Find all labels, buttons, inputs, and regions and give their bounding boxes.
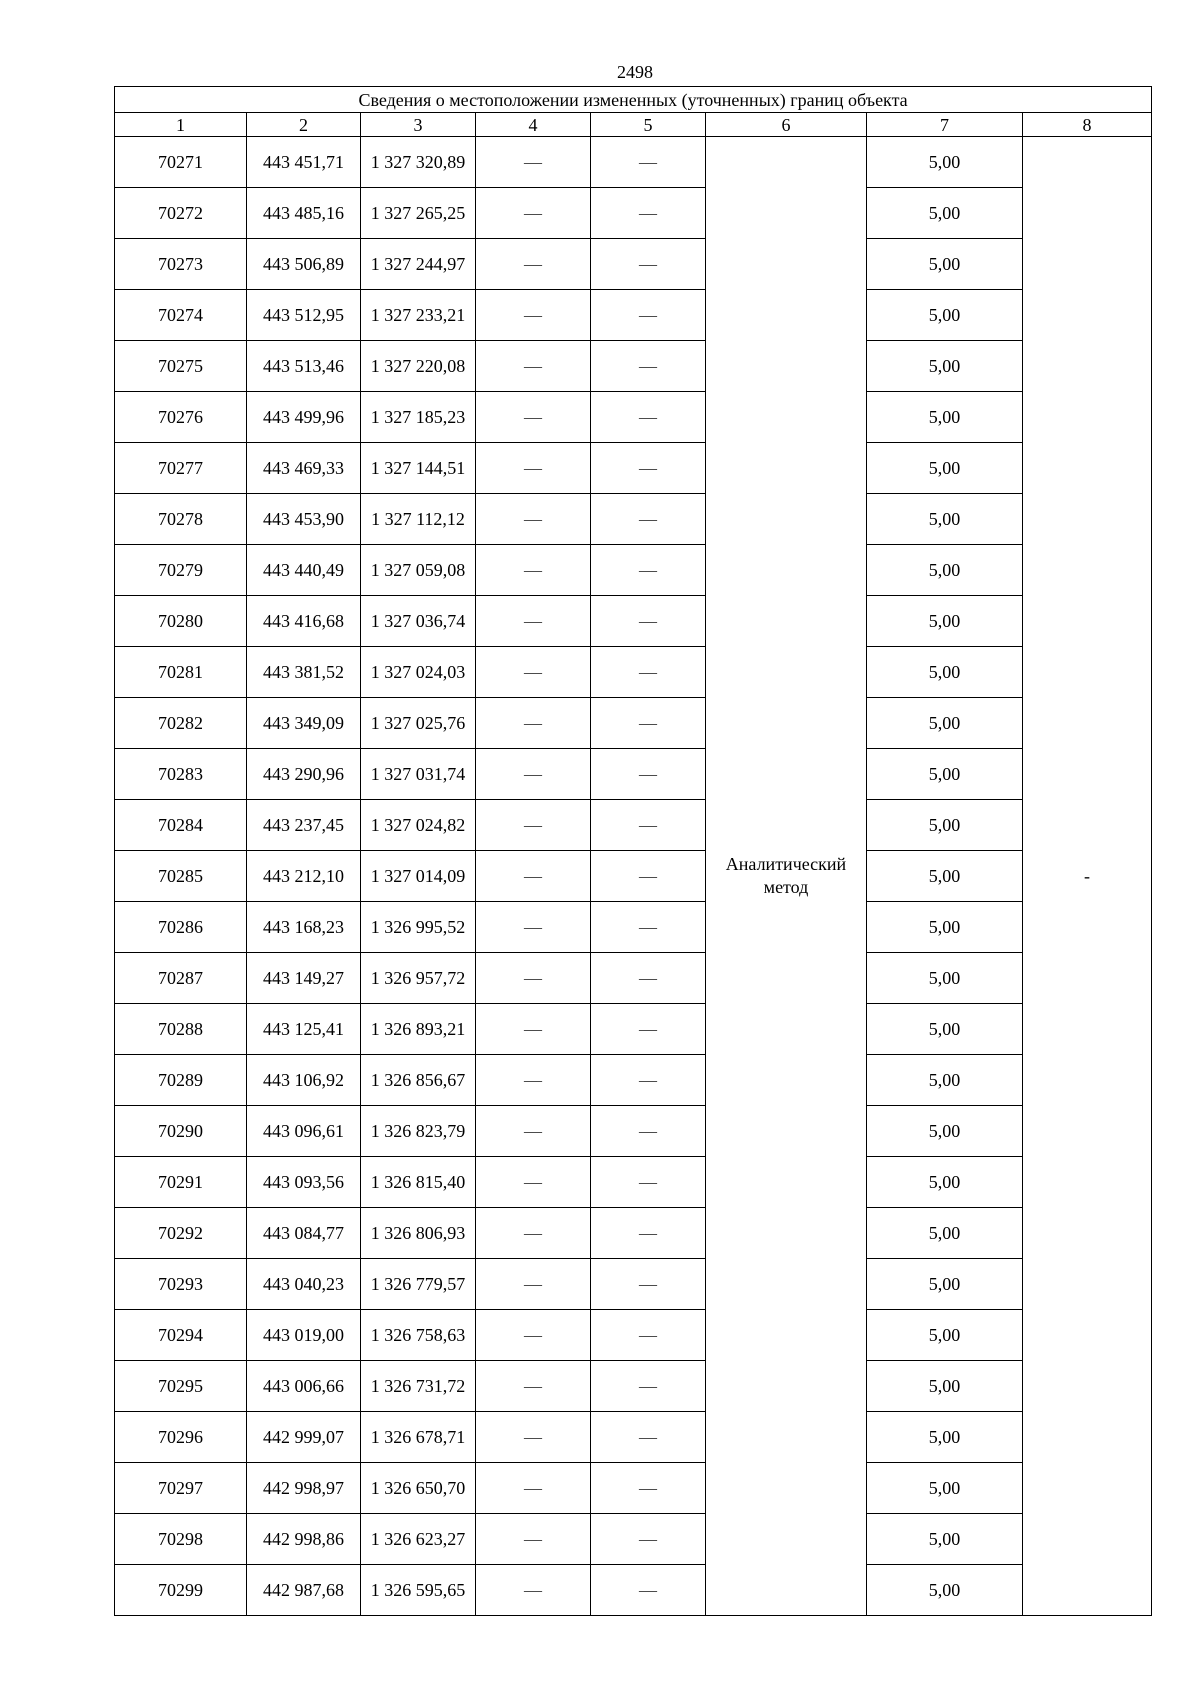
column-5-cell: — [591, 239, 706, 290]
x-coordinate-cell: 443 469,33 [247, 443, 361, 494]
column-4-cell: — [476, 1565, 591, 1616]
x-coordinate-cell: 443 096,61 [247, 1106, 361, 1157]
y-coordinate-cell: 1 326 893,21 [361, 1004, 476, 1055]
table-row [115, 1055, 1152, 1106]
column-number: 6 [706, 113, 867, 137]
table-row [115, 239, 1152, 290]
accuracy-cell: 5,00 [867, 1106, 1023, 1157]
column-5-cell: — [591, 545, 706, 596]
point-number-cell: 70271 [115, 137, 247, 188]
x-coordinate-cell: 443 506,89 [247, 239, 361, 290]
y-coordinate-cell: 1 327 059,08 [361, 545, 476, 596]
accuracy-cell: 5,00 [867, 494, 1023, 545]
y-coordinate-cell: 1 326 856,67 [361, 1055, 476, 1106]
x-coordinate-cell: 443 106,92 [247, 1055, 361, 1106]
method-cell [706, 137, 867, 1616]
y-coordinate-cell: 1 326 957,72 [361, 953, 476, 1004]
point-number-cell: 70295 [115, 1361, 247, 1412]
column-5-cell: — [591, 1514, 706, 1565]
x-coordinate-cell: 443 006,66 [247, 1361, 361, 1412]
point-number-cell: 70289 [115, 1055, 247, 1106]
accuracy-cell: 5,00 [867, 647, 1023, 698]
table-row [115, 494, 1152, 545]
y-coordinate-cell: 1 326 815,40 [361, 1157, 476, 1208]
column-number: 7 [867, 113, 1023, 137]
column-4-cell: — [476, 851, 591, 902]
y-coordinate-cell: 1 327 024,82 [361, 800, 476, 851]
column-number-row [115, 113, 1152, 137]
column-number: 5 [591, 113, 706, 137]
accuracy-cell: 5,00 [867, 341, 1023, 392]
column-4-cell: — [476, 698, 591, 749]
point-number-cell: 70298 [115, 1514, 247, 1565]
table-row [115, 1514, 1152, 1565]
table-row [115, 137, 1152, 188]
column-5-cell: — [591, 1004, 706, 1055]
y-coordinate-cell: 1 327 112,12 [361, 494, 476, 545]
column-8-cell: - [1023, 137, 1152, 1616]
y-coordinate-cell: 1 327 036,74 [361, 596, 476, 647]
x-coordinate-cell: 442 999,07 [247, 1412, 361, 1463]
page-number: 2498 [617, 62, 653, 82]
x-coordinate-cell: 442 987,68 [247, 1565, 361, 1616]
table-row [115, 1157, 1152, 1208]
y-coordinate-cell: 1 327 220,08 [361, 341, 476, 392]
point-number-cell: 70287 [115, 953, 247, 1004]
table-row [115, 596, 1152, 647]
accuracy-cell: 5,00 [867, 1514, 1023, 1565]
column-5-cell: — [591, 443, 706, 494]
point-number-cell: 70275 [115, 341, 247, 392]
column-5-cell: — [591, 290, 706, 341]
column-5-cell: — [591, 902, 706, 953]
accuracy-cell: 5,00 [867, 1259, 1023, 1310]
y-coordinate-cell: 1 326 623,27 [361, 1514, 476, 1565]
x-coordinate-cell: 443 453,90 [247, 494, 361, 545]
table-row [115, 392, 1152, 443]
table-row [115, 902, 1152, 953]
y-coordinate-cell: 1 326 995,52 [361, 902, 476, 953]
table-row [115, 647, 1152, 698]
point-number-cell: 70281 [115, 647, 247, 698]
table-row [115, 1004, 1152, 1055]
accuracy-cell: 5,00 [867, 1565, 1023, 1616]
y-coordinate-cell: 1 327 265,25 [361, 188, 476, 239]
column-4-cell: — [476, 494, 591, 545]
x-coordinate-cell: 443 019,00 [247, 1310, 361, 1361]
column-4-cell: — [476, 1514, 591, 1565]
x-coordinate-cell: 443 381,52 [247, 647, 361, 698]
x-coordinate-cell: 443 451,71 [247, 137, 361, 188]
table-row [115, 545, 1152, 596]
table-row [115, 290, 1152, 341]
point-number-cell: 70283 [115, 749, 247, 800]
accuracy-cell: 5,00 [867, 188, 1023, 239]
y-coordinate-cell: 1 327 031,74 [361, 749, 476, 800]
x-coordinate-cell: 443 040,23 [247, 1259, 361, 1310]
point-number-cell: 70285 [115, 851, 247, 902]
column-5-cell: — [591, 1361, 706, 1412]
column-5-cell: — [591, 1412, 706, 1463]
y-coordinate-cell: 1 326 779,57 [361, 1259, 476, 1310]
column-5-cell: — [591, 851, 706, 902]
accuracy-cell: 5,00 [867, 239, 1023, 290]
column-5-cell: — [591, 698, 706, 749]
table-row [115, 1208, 1152, 1259]
table-row [115, 1463, 1152, 1514]
table-body [115, 137, 1152, 1616]
table-row [115, 851, 1152, 902]
x-coordinate-cell: 443 416,68 [247, 596, 361, 647]
column-4-cell: — [476, 545, 591, 596]
column-5-cell: — [591, 1463, 706, 1514]
point-number-cell: 70296 [115, 1412, 247, 1463]
column-number: 2 [247, 113, 361, 137]
table-row [115, 1361, 1152, 1412]
column-4-cell: — [476, 953, 591, 1004]
accuracy-cell: 5,00 [867, 749, 1023, 800]
table-row [115, 1412, 1152, 1463]
point-number-cell: 70273 [115, 239, 247, 290]
point-number-cell: 70278 [115, 494, 247, 545]
column-4-cell: — [476, 392, 591, 443]
x-coordinate-cell: 443 349,09 [247, 698, 361, 749]
column-number: 8 [1023, 113, 1152, 137]
y-coordinate-cell: 1 326 595,65 [361, 1565, 476, 1616]
y-coordinate-cell: 1 326 806,93 [361, 1208, 476, 1259]
column-4-cell: — [476, 647, 591, 698]
column-4-cell: — [476, 749, 591, 800]
column-4-cell: — [476, 1106, 591, 1157]
accuracy-cell: 5,00 [867, 953, 1023, 1004]
table-row [115, 698, 1152, 749]
point-number-cell: 70291 [115, 1157, 247, 1208]
y-coordinate-cell: 1 326 823,79 [361, 1106, 476, 1157]
column-4-cell: — [476, 1208, 591, 1259]
column-4-cell: — [476, 1055, 591, 1106]
x-coordinate-cell: 443 168,23 [247, 902, 361, 953]
accuracy-cell: 5,00 [867, 1157, 1023, 1208]
x-coordinate-cell: 443 290,96 [247, 749, 361, 800]
column-4-cell: — [476, 1157, 591, 1208]
x-coordinate-cell: 443 093,56 [247, 1157, 361, 1208]
point-number-cell: 70297 [115, 1463, 247, 1514]
accuracy-cell: 5,00 [867, 800, 1023, 851]
point-number-cell: 70277 [115, 443, 247, 494]
point-number-cell: 70276 [115, 392, 247, 443]
x-coordinate-cell: 443 149,27 [247, 953, 361, 1004]
accuracy-cell: 5,00 [867, 137, 1023, 188]
column-4-cell: — [476, 188, 591, 239]
column-4-cell: — [476, 1361, 591, 1412]
column-4-cell: — [476, 443, 591, 494]
table-row [115, 1310, 1152, 1361]
x-coordinate-cell: 443 485,16 [247, 188, 361, 239]
column-4-cell: — [476, 1004, 591, 1055]
accuracy-cell: 5,00 [867, 1055, 1023, 1106]
point-number-cell: 70279 [115, 545, 247, 596]
column-5-cell: — [591, 494, 706, 545]
column-5-cell: — [591, 1565, 706, 1616]
coordinates-table [114, 86, 1152, 1616]
column-5-cell: — [591, 749, 706, 800]
accuracy-cell: 5,00 [867, 443, 1023, 494]
accuracy-cell: 5,00 [867, 596, 1023, 647]
x-coordinate-cell: 443 440,49 [247, 545, 361, 596]
point-number-cell: 70272 [115, 188, 247, 239]
column-5-cell: — [591, 647, 706, 698]
column-5-cell: — [591, 392, 706, 443]
point-number-cell: 70294 [115, 1310, 247, 1361]
column-5-cell: — [591, 137, 706, 188]
column-4-cell: — [476, 1463, 591, 1514]
column-4-cell: — [476, 137, 591, 188]
point-number-cell: 70293 [115, 1259, 247, 1310]
table-row [115, 1259, 1152, 1310]
column-4-cell: — [476, 902, 591, 953]
table-title: Сведения о местоположении измененных (уточненных) границ объекта [115, 87, 1152, 113]
table-row [115, 749, 1152, 800]
y-coordinate-cell: 1 327 144,51 [361, 443, 476, 494]
table-row [115, 188, 1152, 239]
method-text: Аналитический метод [725, 854, 847, 897]
x-coordinate-cell: 443 125,41 [247, 1004, 361, 1055]
table-row [115, 800, 1152, 851]
accuracy-cell: 5,00 [867, 698, 1023, 749]
accuracy-cell: 5,00 [867, 851, 1023, 902]
x-coordinate-cell: 442 998,97 [247, 1463, 361, 1514]
column-5-cell: — [591, 596, 706, 647]
table-row [115, 953, 1152, 1004]
accuracy-cell: 5,00 [867, 1361, 1023, 1412]
point-number-cell: 70274 [115, 290, 247, 341]
column-4-cell: — [476, 239, 591, 290]
point-number-cell: 70282 [115, 698, 247, 749]
column-4-cell: — [476, 1310, 591, 1361]
y-coordinate-cell: 1 327 233,21 [361, 290, 476, 341]
column-4-cell: — [476, 1412, 591, 1463]
table-row [115, 443, 1152, 494]
column-5-cell: — [591, 341, 706, 392]
point-number-cell: 70280 [115, 596, 247, 647]
column-4-cell: — [476, 341, 591, 392]
accuracy-cell: 5,00 [867, 1208, 1023, 1259]
column-5-cell: — [591, 800, 706, 851]
accuracy-cell: 5,00 [867, 1463, 1023, 1514]
point-number-cell: 70292 [115, 1208, 247, 1259]
column-5-cell: — [591, 1259, 706, 1310]
accuracy-cell: 5,00 [867, 902, 1023, 953]
column-number: 4 [476, 113, 591, 137]
column-number: 3 [361, 113, 476, 137]
point-number-cell: 70290 [115, 1106, 247, 1157]
y-coordinate-cell: 1 326 678,71 [361, 1412, 476, 1463]
x-coordinate-cell: 443 499,96 [247, 392, 361, 443]
column-5-cell: — [591, 1310, 706, 1361]
table-row [115, 341, 1152, 392]
y-coordinate-cell: 1 327 014,09 [361, 851, 476, 902]
column-5-cell: — [591, 1055, 706, 1106]
accuracy-cell: 5,00 [867, 1310, 1023, 1361]
y-coordinate-cell: 1 327 244,97 [361, 239, 476, 290]
x-coordinate-cell: 443 237,45 [247, 800, 361, 851]
column-5-cell: — [591, 1157, 706, 1208]
x-coordinate-cell: 443 512,95 [247, 290, 361, 341]
point-number-cell: 70286 [115, 902, 247, 953]
x-coordinate-cell: 443 513,46 [247, 341, 361, 392]
accuracy-cell: 5,00 [867, 1004, 1023, 1055]
accuracy-cell: 5,00 [867, 545, 1023, 596]
column-4-cell: — [476, 800, 591, 851]
accuracy-cell: 5,00 [867, 1412, 1023, 1463]
column-5-cell: — [591, 1106, 706, 1157]
accuracy-cell: 5,00 [867, 290, 1023, 341]
y-coordinate-cell: 1 327 025,76 [361, 698, 476, 749]
point-number-cell: 70284 [115, 800, 247, 851]
column-5-cell: — [591, 953, 706, 1004]
y-coordinate-cell: 1 327 024,03 [361, 647, 476, 698]
column-5-cell: — [591, 188, 706, 239]
y-coordinate-cell: 1 326 650,70 [361, 1463, 476, 1514]
column-4-cell: — [476, 596, 591, 647]
table-row [115, 1565, 1152, 1616]
point-number-cell: 70299 [115, 1565, 247, 1616]
x-coordinate-cell: 442 998,86 [247, 1514, 361, 1565]
column-number: 1 [115, 113, 247, 137]
y-coordinate-cell: 1 326 731,72 [361, 1361, 476, 1412]
accuracy-cell: 5,00 [867, 392, 1023, 443]
column-4-cell: — [476, 290, 591, 341]
column-4-cell: — [476, 1259, 591, 1310]
y-coordinate-cell: 1 327 185,23 [361, 392, 476, 443]
point-number-cell: 70288 [115, 1004, 247, 1055]
x-coordinate-cell: 443 212,10 [247, 851, 361, 902]
y-coordinate-cell: 1 326 758,63 [361, 1310, 476, 1361]
x-coordinate-cell: 443 084,77 [247, 1208, 361, 1259]
table-row [115, 1106, 1152, 1157]
column-5-cell: — [591, 1208, 706, 1259]
y-coordinate-cell: 1 327 320,89 [361, 137, 476, 188]
